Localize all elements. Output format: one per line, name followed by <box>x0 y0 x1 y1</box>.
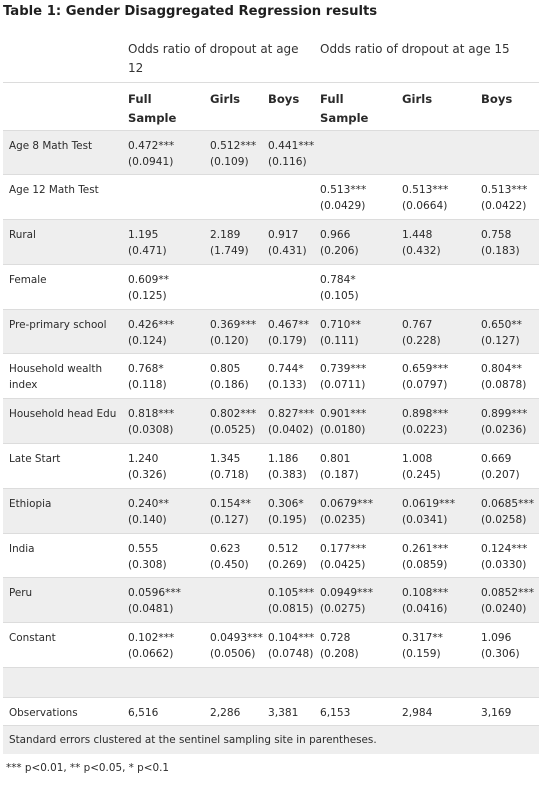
coef-cell <box>320 264 402 309</box>
observation-count: 6,153 <box>320 698 402 726</box>
standard-error: (1.749) <box>210 245 249 258</box>
standard-error: (0.0422) <box>481 200 527 213</box>
row-label: Rural <box>3 220 128 265</box>
row-label: Age 8 Math Test <box>3 130 128 175</box>
standard-error: (0.195) <box>268 513 307 526</box>
coefficient: 0.306* <box>268 497 304 510</box>
standard-error: (0.207) <box>481 469 520 482</box>
standard-error: (0.0425) <box>320 558 366 571</box>
spacer-row <box>3 668 539 698</box>
coef-cell <box>268 533 320 578</box>
row-label: Observations <box>3 698 128 726</box>
standard-error: (0.159) <box>402 648 441 661</box>
observation-count: 3,169 <box>481 698 539 726</box>
coef-cell <box>402 533 481 578</box>
significance-footnote: *** p<0.01, ** p<0.05, * p<0.1 <box>6 762 169 774</box>
coefficient: 0.650** <box>481 318 522 331</box>
coefficient: 0.472*** <box>128 139 175 152</box>
table-row <box>3 130 539 175</box>
coef-cell <box>128 354 210 399</box>
row-label: Pre-primary school <box>3 309 128 354</box>
standard-error: (0.0664) <box>402 200 448 213</box>
coef-cell <box>268 444 320 489</box>
coef-cell <box>481 578 539 623</box>
table-note: Standard errors clustered at the sentinel sampling site in parentheses. <box>3 726 539 754</box>
standard-error: (0.326) <box>128 469 167 482</box>
coefficient: 0.744* <box>268 363 304 376</box>
coef-cell <box>268 175 320 220</box>
coef-cell <box>210 130 268 175</box>
coef-cell <box>481 533 539 578</box>
row-label: Household wealth index <box>3 354 128 399</box>
standard-error: (0.0429) <box>320 200 366 213</box>
coefficient: 0.739*** <box>320 363 367 376</box>
standard-error: (0.133) <box>268 379 307 392</box>
coef-cell <box>320 488 402 533</box>
coef-cell <box>210 175 268 220</box>
table-row <box>3 623 539 668</box>
coefficient: 0.818*** <box>128 408 175 421</box>
standard-error: (0.0402) <box>268 424 314 437</box>
standard-error: (0.206) <box>320 245 359 258</box>
coef-cell <box>320 354 402 399</box>
standard-error: (0.0308) <box>128 424 174 437</box>
coef-cell <box>210 399 268 444</box>
coefficient: 0.0852*** <box>481 587 534 600</box>
col-header-boys-12: Boys <box>268 82 320 130</box>
standard-error: (0.308) <box>128 558 167 571</box>
coefficient: 0.728 <box>320 632 351 645</box>
coef-cell <box>481 488 539 533</box>
standard-error: (0.124) <box>128 334 167 347</box>
coef-cell <box>402 578 481 623</box>
coef-cell <box>481 175 539 220</box>
table-row <box>3 444 539 489</box>
coefficient: 0.441*** <box>268 139 315 152</box>
standard-error: (0.118) <box>128 379 167 392</box>
coef-cell <box>402 309 481 354</box>
coefficient: 2.189 <box>210 229 241 242</box>
coef-cell <box>320 578 402 623</box>
standard-error: (0.383) <box>268 469 307 482</box>
standard-error: (0.0223) <box>402 424 448 437</box>
coef-cell <box>128 444 210 489</box>
row-label: Female <box>3 264 128 309</box>
coefficient: 0.801 <box>320 453 351 466</box>
standard-error: (0.187) <box>320 469 359 482</box>
standard-error: (0.116) <box>268 155 307 168</box>
coef-cell <box>320 444 402 489</box>
coef-cell <box>481 264 539 309</box>
coef-cell <box>481 623 539 668</box>
row-label: Age 12 Math Test <box>3 175 128 220</box>
table-row <box>3 220 539 265</box>
coef-cell <box>268 488 320 533</box>
coefficient: 1.448 <box>402 229 433 242</box>
standard-error: (0.125) <box>128 289 167 302</box>
standard-error: (0.0258) <box>481 513 527 526</box>
coefficient: 0.102*** <box>128 632 175 645</box>
coef-cell <box>481 354 539 399</box>
coefficient: 0.0679*** <box>320 497 373 510</box>
coef-cell <box>268 399 320 444</box>
coef-cell <box>268 220 320 265</box>
coefficient: 1.008 <box>402 453 433 466</box>
coef-cell <box>128 533 210 578</box>
coefficient: 0.512*** <box>210 139 257 152</box>
coefficient: 0.0949*** <box>320 587 373 600</box>
table-row <box>3 533 539 578</box>
coefficient: 0.917 <box>268 229 299 242</box>
coefficient: 0.899*** <box>481 408 528 421</box>
standard-error: (0.0506) <box>210 648 256 661</box>
standard-error: (0.0859) <box>402 558 448 571</box>
coef-cell <box>210 264 268 309</box>
coefficient: 0.512 <box>268 542 299 555</box>
coef-cell <box>320 175 402 220</box>
coef-cell <box>210 220 268 265</box>
coefficient: 0.768* <box>128 363 164 376</box>
coef-cell <box>268 578 320 623</box>
row-label: India <box>3 533 128 578</box>
coefficient: 0.317** <box>402 632 443 645</box>
coef-cell <box>402 444 481 489</box>
standard-error: (0.269) <box>268 558 307 571</box>
table-row <box>3 175 539 220</box>
standard-error: (0.0236) <box>481 424 527 437</box>
col-header-girls-12: Girls <box>210 82 268 130</box>
standard-error: (0.120) <box>210 334 249 347</box>
standard-error: (0.0341) <box>402 513 448 526</box>
coef-cell <box>481 444 539 489</box>
coefficient: 1.195 <box>128 229 159 242</box>
group-header-row <box>3 32 539 82</box>
coef-cell <box>402 175 481 220</box>
standard-error: (0.0416) <box>402 603 448 616</box>
standard-error: (0.228) <box>402 334 441 347</box>
coef-cell <box>402 220 481 265</box>
coefficient: 0.105*** <box>268 587 315 600</box>
coefficient: 0.0493*** <box>210 632 263 645</box>
coef-cell <box>320 220 402 265</box>
standard-error: (0.109) <box>210 155 249 168</box>
coefficient: 0.623 <box>210 542 241 555</box>
standard-error: (0.0797) <box>402 379 448 392</box>
coef-cell <box>210 309 268 354</box>
coefficient: 0.513*** <box>402 184 449 197</box>
row-label: Ethiopia <box>3 488 128 533</box>
table-row <box>3 578 539 623</box>
coef-cell <box>210 578 268 623</box>
coef-cell <box>320 309 402 354</box>
row-label: Late Start <box>3 444 128 489</box>
coef-cell <box>128 220 210 265</box>
coefficient: 0.758 <box>481 229 512 242</box>
coef-cell <box>268 309 320 354</box>
coefficient: 0.555 <box>128 542 159 555</box>
standard-error: (0.0330) <box>481 558 527 571</box>
standard-error: (0.186) <box>210 379 249 392</box>
row-label: Constant <box>3 623 128 668</box>
table-row <box>3 264 539 309</box>
coefficient: 0.966 <box>320 229 351 242</box>
standard-error: (0.183) <box>481 245 520 258</box>
coef-cell <box>128 623 210 668</box>
standard-error: (0.127) <box>481 334 520 347</box>
standard-error: (0.0941) <box>128 155 174 168</box>
standard-error: (0.0662) <box>128 648 174 661</box>
standard-error: (0.0235) <box>320 513 366 526</box>
coefficient: 0.784* <box>320 273 356 286</box>
coef-cell <box>402 399 481 444</box>
standard-error: (0.0525) <box>210 424 256 437</box>
coefficient: 0.802*** <box>210 408 257 421</box>
observations-row <box>3 698 539 726</box>
standard-error: (0.306) <box>481 648 520 661</box>
standard-error: (0.140) <box>128 513 167 526</box>
standard-error: (0.245) <box>402 469 441 482</box>
coef-cell <box>128 130 210 175</box>
observation-count: 2,984 <box>402 698 481 726</box>
coef-cell <box>268 130 320 175</box>
coefficient: 0.805 <box>210 363 241 376</box>
coef-cell <box>210 354 268 399</box>
coef-cell <box>128 309 210 354</box>
standard-error: (0.431) <box>268 245 307 258</box>
table-row <box>3 354 539 399</box>
standard-error: (0.718) <box>210 469 249 482</box>
coef-cell <box>320 130 402 175</box>
standard-error: (0.0240) <box>481 603 527 616</box>
coefficient: 0.901*** <box>320 408 367 421</box>
coefficient: 0.177*** <box>320 542 367 555</box>
standard-error: (0.105) <box>320 289 359 302</box>
col-header-girls-15: Girls <box>402 82 481 130</box>
coefficient: 0.108*** <box>402 587 449 600</box>
standard-error: (0.450) <box>210 558 249 571</box>
standard-error: (0.0481) <box>128 603 174 616</box>
coef-cell <box>128 264 210 309</box>
table-title: Table 1: Gender Disaggregated Regression results <box>3 4 378 19</box>
coefficient: 0.0685*** <box>481 497 534 510</box>
standard-error: (0.111) <box>320 334 359 347</box>
coef-cell <box>481 130 539 175</box>
standard-error: (0.432) <box>402 245 441 258</box>
standard-error: (0.127) <box>210 513 249 526</box>
standard-error: (0.0180) <box>320 424 366 437</box>
coef-cell <box>320 533 402 578</box>
standard-error: (0.0878) <box>481 379 527 392</box>
standard-error: (0.0275) <box>320 603 366 616</box>
table-row <box>3 309 539 354</box>
coefficient: 0.0596*** <box>128 587 181 600</box>
coef-cell <box>481 309 539 354</box>
standard-error: (0.471) <box>128 245 167 258</box>
observation-count: 3,381 <box>268 698 320 726</box>
observation-count: 2,286 <box>210 698 268 726</box>
coef-cell <box>128 175 210 220</box>
coefficient: 0.804** <box>481 363 522 376</box>
coef-cell <box>210 533 268 578</box>
standard-error: (0.208) <box>320 648 359 661</box>
row-label: Household head Edu <box>3 399 128 444</box>
coefficient: 0.369*** <box>210 318 257 331</box>
coefficient: 0.669 <box>481 453 512 466</box>
coefficient: 0.104*** <box>268 632 315 645</box>
column-header-row <box>3 82 539 130</box>
coefficient: 0.898*** <box>402 408 449 421</box>
standard-error: (0.0711) <box>320 379 366 392</box>
coefficient: 1.096 <box>481 632 512 645</box>
coefficient: 1.186 <box>268 453 299 466</box>
coef-cell <box>402 488 481 533</box>
coef-cell <box>402 130 481 175</box>
coef-cell <box>402 623 481 668</box>
coef-cell <box>210 444 268 489</box>
coefficient: 0.467** <box>268 318 309 331</box>
coef-cell <box>402 264 481 309</box>
coef-cell <box>481 399 539 444</box>
coef-cell <box>320 399 402 444</box>
coefficient: 1.345 <box>210 453 241 466</box>
row-label: Peru <box>3 578 128 623</box>
coefficient: 0.513*** <box>481 184 528 197</box>
group-header-age15: Odds ratio of dropout at age 15 <box>320 42 510 56</box>
coef-cell <box>268 264 320 309</box>
coefficient: 0.154** <box>210 497 251 510</box>
coefficient: 0.0619*** <box>402 497 455 510</box>
coef-cell <box>268 354 320 399</box>
standard-error: (0.0815) <box>268 603 314 616</box>
standard-error: (0.179) <box>268 334 307 347</box>
col-header-full-15: Full Sample <box>320 82 402 130</box>
coefficient: 0.609** <box>128 273 169 286</box>
coefficient: 0.659*** <box>402 363 449 376</box>
coefficient: 0.426*** <box>128 318 175 331</box>
coef-cell <box>128 399 210 444</box>
coef-cell <box>320 623 402 668</box>
standard-error: (0.0748) <box>268 648 314 661</box>
note-row <box>3 726 539 754</box>
group-header-age12: Odds ratio of dropout at age 12 <box>128 42 299 75</box>
regression-table <box>3 32 539 754</box>
coef-cell <box>210 488 268 533</box>
coefficient: 0.513*** <box>320 184 367 197</box>
table-row <box>3 488 539 533</box>
table-row <box>3 399 539 444</box>
coefficient: 0.710** <box>320 318 361 331</box>
coef-cell <box>128 578 210 623</box>
col-header-full-12: Full Sample <box>128 82 210 130</box>
coefficient: 0.827*** <box>268 408 315 421</box>
coef-cell <box>402 354 481 399</box>
coef-cell <box>268 623 320 668</box>
coefficient: 0.261*** <box>402 542 449 555</box>
coefficient: 0.124*** <box>481 542 528 555</box>
observation-count: 6,516 <box>128 698 210 726</box>
coef-cell <box>210 623 268 668</box>
coefficient: 1.240 <box>128 453 159 466</box>
coef-cell <box>128 488 210 533</box>
coef-cell <box>481 220 539 265</box>
col-header-boys-15: Boys <box>481 82 539 130</box>
coefficient: 0.767 <box>402 318 433 331</box>
coefficient: 0.240** <box>128 497 169 510</box>
